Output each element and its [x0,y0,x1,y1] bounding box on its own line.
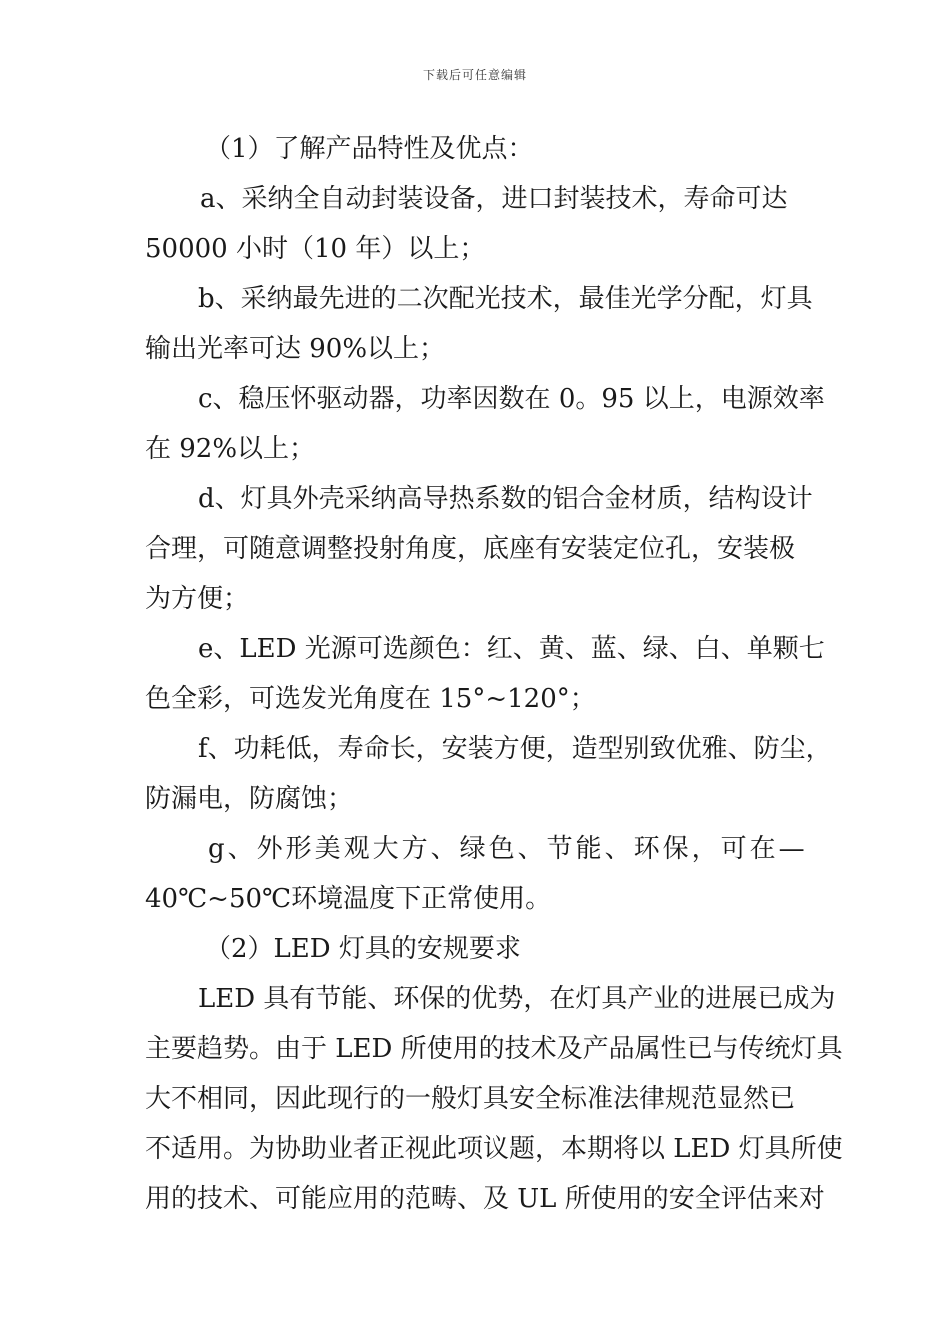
paragraph-line: 为方便； [145,584,250,614]
section-heading: （2）LED 灯具的安规要求 [205,934,521,964]
paragraph-line: 输出光率可达 90%以上； [145,334,446,364]
paragraph-line: b、采纳最先进的二次配光技术，最佳光学分配，灯具 [198,284,813,314]
paragraph-line: 在 92%以上； [145,434,316,464]
paragraph-line: 50000 小时（10 年）以上； [145,234,486,264]
paragraph-line: f、功耗低，寿命长，安装方便，造型别致优雅、防尘， [198,734,832,764]
paragraph-line: 40℃~50℃环境温度下正常使用。 [145,884,552,914]
paragraph-line: c、稳压怀驱动器，功率因数在 0。95 以上，电源效率 [198,384,825,414]
paragraph-line: 防漏电，防腐蚀； [145,784,354,814]
paragraph-line: 合理，可随意调整投射角度，底座有安装定位孔，安装极 [145,534,796,564]
paragraph-line: 主要趋势。由于 LED 所使用的技术及产品属性已与传统灯具 [145,1034,843,1064]
paragraph-line: 大不相同，因此现行的一般灯具安全标准法律规范显然已 [145,1084,796,1114]
paragraph-line: 色全彩，可选发光角度在 15°~120°； [145,684,596,714]
paragraph-line: d、灯具外壳采纳高导热系数的铝合金材质，结构设计 [198,484,813,514]
paragraph-line: LED 具有节能、环保的优势，在灯具产业的进展已成为 [198,984,836,1014]
page-header-note: 下载后可任意编辑 [422,68,527,82]
paragraph-line: 用的技术、可能应用的范畴、及 UL 所使用的安全评估来对 [145,1184,825,1214]
section-heading: （1）了解产品特性及优点： [205,134,534,164]
paragraph-line: g、外形美观大方、绿色、节能、环保，可在— [208,834,808,864]
paragraph-line: e、LED 光源可选颜色：红、黄、蓝、绿、白、单颗七 [198,634,825,664]
paragraph-line: 不适用。为协助业者正视此项议题，本期将以 LED 灯具所使 [145,1134,843,1164]
paragraph-line: a、采纳全自动封装设备，进口封装技术，寿命可达 [200,184,788,214]
